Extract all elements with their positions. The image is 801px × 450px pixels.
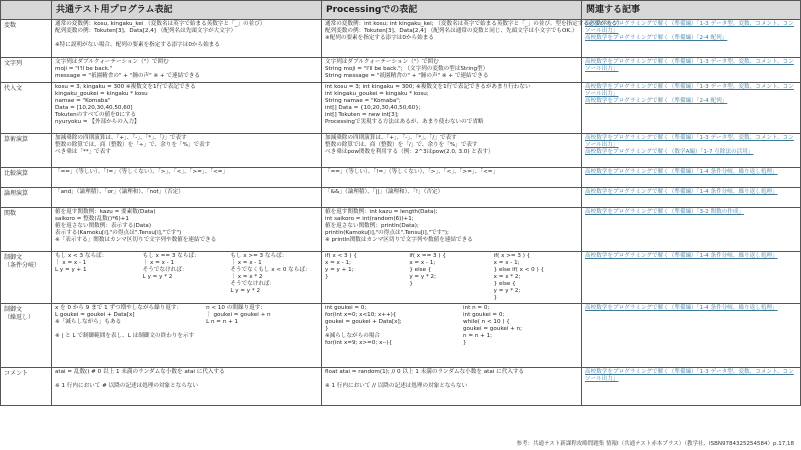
text-line: 値を返す関数例：int kazu = length(Data); [325,209,438,215]
related-articles-cell [582,168,801,188]
related-articles-cell [582,252,801,304]
text-line: 表示する(Kamoku[i],"の得点は",Tensu[i],"です") [55,230,182,236]
common-notation-cell [52,368,322,406]
related-articles-cell [582,58,801,83]
text-line: x = x * 2; [493,274,521,280]
common-notation-cell [52,20,322,58]
text-line: コメント [4,370,29,377]
text-line: ※「表示する」関数はカンマ区切りで文字列や数値を連結できる [55,237,217,243]
text-line [325,376,578,383]
article-link[interactable]: 高校数学をプログラミングで解く（準備編）「1-3 データ型、変数、コメント、コンソール出力」 [585,135,794,149]
common-notation-cell [52,188,322,208]
common-notation-cell [52,168,322,188]
row-category [1,134,52,168]
text-line: 文字列はダブルクォーテーション（"）で囲む [325,59,439,65]
text-line: x = x - 1; [409,260,436,266]
code-column [206,305,318,340]
text-line: message = "祇園精舎の" + "鐘の声" ※ + で連結できる [55,73,200,79]
table-row [1,188,801,208]
table-row [1,20,801,58]
code-column [143,253,231,295]
text-line: 整数の除算では、商（整数）を「÷」で、余りを「%」で表す [55,142,211,148]
header-processing-notation: Processingでの表記 [322,1,582,20]
text-line: } [409,281,413,287]
text-line: println(Kamoku[i],"の得点は",Tensu[i],"です"); [325,230,449,236]
text-line: もし x < 3 ならば： [55,253,108,259]
text-line: ※ 1 行内において # 以降の記述は処理の対象とならない [55,383,199,389]
text-line: ※配列の要素を指定する添字は0から始まる [325,35,434,41]
text-line: y = y * 2; [493,288,521,294]
article-link[interactable]: 高校数学をプログラミングで解く（準備編）「2-4 配列」 [585,98,728,105]
text-line: L y = y + 1 [55,267,87,273]
processing-notation-cell [322,188,582,208]
table-row [1,368,801,406]
text-line: namae = "Komaba" [55,98,111,104]
row-category [1,368,52,406]
text-line: int n = 0; [463,305,490,311]
text-line: 「==」（等しい）、「!=」（等しくない）、「>」、「<」、「>=」、「<=」 [55,169,229,175]
table-row [1,168,801,188]
text-line: 配列変数の例：Tokuten[3]、Data[2,4] （配列名は先頭文字が大文字） [55,28,237,34]
text-line: ※特に説明がない場合、配列の要素を指定する添字は0から始まる [55,42,220,48]
processing-notation-cell [322,20,623,58]
text-line: atai = 乱数() # 0 以上 1 未満のランダムな小数を atai に代入する [55,369,225,375]
text-line: n = n + 1; [463,333,493,339]
processing-notation-cell [322,252,582,304]
common-notation-cell [52,304,322,368]
text-line: 値を返す関数例：kazu = 要素数(Data) [55,209,156,215]
row-category [1,208,52,252]
article-link[interactable]: 高校数学をプログラミングで解く（準備編）「3-2 関数の作成」 [585,209,745,215]
text-line: goukei = goukei + Data[x]; [325,319,402,325]
text-line: y = y + 1; [325,267,354,273]
text-line: 文字列 [4,60,23,67]
text-line: int kosu = 3; int kingaku = 300; ※複数文を1行で表記できるがあまり行わない [325,84,531,90]
article-link[interactable]: 高校数学をプログラミングで解く（準備編）「1-4 条件分岐、繰り返し処理」 [585,305,778,311]
text-line: } [325,274,329,280]
text-line: そうでなければ： [230,281,276,287]
related-articles-cell [582,304,801,368]
row-category [1,58,52,83]
text-line: int[] Tokuten = new int[3]; [325,112,399,118]
common-notation-cell [52,58,322,83]
article-link[interactable]: 高校数学をプログラミングで解く（準備編）「1-3 データ型、変数、コメント、コンソール出力」 [585,59,794,73]
processing-notation-cell [322,368,582,406]
text-line: 関数 [4,210,17,217]
row-category [1,168,52,188]
common-notation-cell [52,134,322,168]
text-line: x を 0 から 9 まで 1 ずつ増やしながら繰り返す： [55,305,183,311]
text-line: ※ 1 行内において // 以降の記述は処理の対象とならない [325,383,468,389]
article-link[interactable]: 高校数学をプログラミングで解く（準備編）「1-3 データ型、変数、コメント、コンソール出力」 [585,21,794,35]
related-articles-cell [582,20,801,58]
table-row [1,58,801,83]
common-notation-cell [52,252,322,304]
text-line: ｜ goukei = goukei + n [206,312,271,318]
text-line: ※「減らしながら」もある [55,319,122,325]
text-line: y = y * 2; [409,274,436,280]
text-line: 比較演算 [4,170,29,177]
text-line: goukei = goukei + n; [463,326,523,332]
text-line: 変数 [4,22,17,29]
text-line: Data = [10,20,30,40,50,60] [55,105,133,111]
code-column [494,253,578,302]
processing-notation-cell [322,168,582,188]
text-line: } else { [409,267,432,273]
text-line: ｜ x = x - 1 [142,260,175,266]
article-link[interactable]: 高校数学をプログラミングで解く（準備編）「1-4 条件分岐、繰り返し処理」 [585,253,778,259]
code-columns [325,305,578,347]
text-line: kosu = 3, kingaku = 300 ※複数文を1行で表記できる [55,84,196,90]
text-line: L y = y * 2 [142,274,173,280]
text-line: ｜ x = x * 2 [230,274,263,280]
header-category [1,1,52,20]
common-notation-cell [52,83,322,134]
header-related-articles: 関連する記事 [582,1,801,20]
text-line: } [325,326,329,332]
text-line: 値を返さない関数例：表示する(Data) [55,223,152,229]
row-category [1,304,52,368]
text-line: そうでなければ： [142,267,188,273]
text-line: moji = "I'll be back." [55,66,113,72]
article-link[interactable]: 高校数学をプログラミングで解く（準備編）「1-3 データ型、変数、コメント、コンソール出力」 [585,369,794,383]
text-line: Processingで実現する方法はあるが、あまり使わないので省略 [325,119,484,125]
text-line: int goukei = 0; [325,305,367,311]
text-line: if( x == 3 ) { [409,253,446,259]
text-line: } [493,295,498,301]
text-line: 制御文 [4,254,23,261]
related-articles-cell [582,368,801,406]
text-line: if( x < 3 ) { [325,253,357,259]
processing-notation-cell [322,83,582,134]
text-line: 「&&」（論理積）、「||」（論理和）、「!」（否定） [325,189,444,195]
text-line: for(int x=0; x<10; x++){ [325,312,397,318]
text-line: 通常の変数例：kosu, kingaku_kei （変数名は英字で始まる英数字と「_」の並び） [55,21,266,27]
code-column [325,253,409,302]
text-line: x = x - 1; [493,260,520,266]
common-notation-cell [52,208,322,252]
text-line: String moji = "I'll be back."; （文字列の変数の型はString型） [325,66,489,72]
text-line: 「and」（論理積）、「or」（論理和）、「not」（否定） [55,189,184,195]
related-articles-cell [582,208,801,252]
text-line [55,35,318,42]
text-line: x = x - 1; [325,260,351,266]
table-row [1,304,801,368]
text-line: } else { [493,281,516,287]
row-category [1,188,52,208]
text-line: 加減乗除の四則演算は、「+」、「-」、「*」、「/」で表す [325,135,457,141]
text-line: } else if( x < 0 ) { [493,267,545,273]
processing-notation-cell [322,208,582,252]
code-columns [325,253,578,302]
code-columns [55,305,318,340]
processing-notation-cell [322,134,582,168]
row-category [1,20,52,58]
code-column [463,305,578,347]
text-line: 文字列はダブルクォーテーション（"）で囲む [55,59,169,65]
article-link[interactable]: 高校数学をプログラミングで解く（準備編）「1-3 データ型、変数、コメント、コンソール出力」 [585,84,794,98]
text-line: L y = y * 2 [230,288,261,294]
text-line: n < 10 の間繰り返す： [206,305,266,311]
text-line: L n = n + 1 [206,319,239,325]
text-line: 制御文 [4,306,23,313]
text-line: L goukei = goukei + Data[x] [55,312,135,318]
footer-reference: 参考：共通テスト新課程攻略問題集 情報I（共通テスト赤本プラス）（教学社、ISBN9784325254584）p.17,18 [516,441,794,447]
text-line: float atai = random(1); // 0 以上 1 未満のランダムな小数を atai に代入する [325,369,525,375]
text-line: （条件分岐） [4,262,41,269]
text-line: int[] Data = {10,20,30,40,50,60}; [325,105,421,111]
code-column [230,253,318,295]
processing-notation-cell [322,304,582,368]
text-line: int goukei = 0; [463,312,505,318]
text-line: そうでなくもし x < 0 ならば： [230,267,311,273]
related-articles-cell [582,188,801,208]
related-articles-cell [582,83,801,134]
code-column [409,253,493,302]
text-line: } [463,340,467,346]
text-line: int saikoro = int(random(6))+1; [325,216,414,222]
row-category [1,252,52,304]
article-link[interactable]: 高校数学をプログラミングで解く（準備編）「1-4 条件分岐、繰り返し処理」 [585,189,778,195]
text-line: 通常の変数例：int kosu; int kingaku_kei; （変数名は英字で始まる英数字と「_」の並び。型を指定する必要がある） [325,21,623,27]
text-line: 代入文 [4,85,23,92]
text-line: ※ | と L で制御範囲を表し、L は制御文の終わりを示す [55,333,195,339]
table-row [1,134,801,168]
code-column [55,305,206,340]
text-line: nyuryoku = 【外部からの入力】 [55,119,140,125]
text-line: String namae = "Komaba"; [325,98,401,104]
text-line: ※ println関数はカンマ区切りで文字列や数値を連結できる [325,237,473,243]
header-row [1,1,801,20]
table-row [1,83,801,134]
code-columns [55,253,318,295]
text-line: 加減乗除の四則演算は、「+」、「-」、「*」、「/」で表す [55,135,187,141]
text-line: String message = "祇園精舎の" + "鐘の声" ※ + で連結できる [325,73,489,79]
article-link[interactable]: 高校数学をプログラミングで解く（準備編）「1-4 条件分岐、繰り返し処理」 [585,169,778,175]
text-line: 整数の除算では、商（整数）を「/」で、余りを「%」で表す [325,142,478,148]
processing-notation-cell [322,58,582,83]
text-line: 論理演算 [4,190,29,197]
text-line: 「==」（等しい）、「!=」（等しくない）、「>」、「<」、「>=」、「<=」 [325,169,499,175]
text-line: ※減らしながらの場合 [325,333,381,339]
text-line: べき乗はpow関数を利用する（例：2^3はpow(2.0, 3.0) と表す） [325,149,494,155]
table-row [1,208,801,252]
article-link[interactable]: 高校数学をプログラミングで解く（数学A編）「1-7 互除法の活用」 [585,149,754,156]
text-line: 値を返さない関数例：println(Data); [325,223,419,229]
text-line [55,326,206,333]
text-line: for(int x=9; x>=0; x--){ [325,340,393,346]
text-line: Tokutenのすべての値を0にする [55,112,137,118]
text-line: もし x == 3 ならば： [142,253,200,259]
text-line: if( x >= 3 ) { [493,253,531,259]
row-category [1,83,52,134]
text-line: 算術演算 [4,136,29,143]
text-line: 配列変数の例：Tokuten[3]、Data[2,4] （配列名は通常の変数と同じ、先頭文字は小文字でもOK.） [325,28,578,34]
related-articles-cell [582,134,801,168]
code-column [325,305,463,347]
text-line: kingaku_goukei = kingaku * kosu [55,91,148,97]
text-line: ｜ x = x - 1 [230,260,262,266]
code-column [55,253,143,295]
text-line: もし x >= 3 ならば： [230,253,288,259]
text-line: ｜ x = x - 1 [55,260,87,266]
text-line [55,376,318,383]
header-common-notation: 共通テスト用プログラム表記 [52,1,322,20]
text-line: while( n < 10 ) { [463,319,510,325]
table-row [1,252,801,304]
text-line: saikoro = 整数(乱数()*6)+1 [55,216,129,222]
text-line: （繰返し） [4,314,35,321]
text-line: int kingaku_goukei = kingaku * kosu; [325,91,429,97]
text-line: べき乗は「**」で表す [55,149,111,155]
article-link[interactable]: 高校数学をプログラミングで解く（準備編）「2-4 配列」 [585,35,728,42]
